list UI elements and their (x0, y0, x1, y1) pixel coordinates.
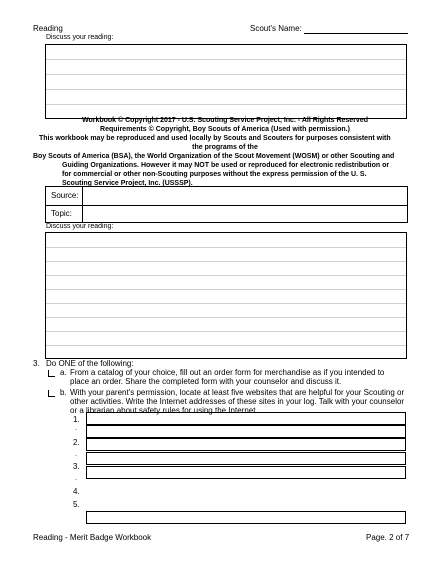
copyright-line-1: Workbook © Copyright 2017 - U.S. Scouting Service Project, Inc. - All Rights Reserved (81, 117, 368, 124)
checkbox-b[interactable] (48, 390, 55, 397)
footer-title: Reading - Merit Badge Workbook (33, 533, 152, 542)
header-reading: Reading (33, 24, 63, 33)
item-5-number: 5. (73, 500, 80, 509)
footer-page-number: Page. 2 of 7 (366, 533, 410, 542)
discuss-label-2: Discuss your reading: (46, 223, 114, 230)
option-a-letter: a. (60, 368, 67, 377)
source-topic-table (45, 186, 408, 223)
option-b-line-2: other activities. Write the Internet addresses of these sites in your log. Talk with your counselor (70, 397, 405, 406)
req3-number: 3. (33, 359, 40, 368)
option-b-line-3: or a librarian about safety rules for using the Internet. (70, 406, 258, 415)
website-2-field[interactable] (86, 438, 406, 451)
option-a-line-1: From a catalog of your choice, fill out an order form for merchandise as if you intended to (70, 368, 385, 377)
copyright-line-8: Scouting Service Project, Inc. (USSSP). (62, 180, 193, 187)
item-1-number: 1. (73, 415, 80, 424)
website-1b-field[interactable] (86, 425, 406, 438)
item-4-number: 4. (73, 487, 80, 496)
copyright-line-5: Boy Scouts of America (BSA), the World Organization of the Scout Movement (WOSM) or other Scouting and (33, 153, 395, 160)
item-1-dot: . (75, 425, 77, 432)
discussion-box-2[interactable] (45, 232, 407, 359)
option-b-letter: b. (60, 388, 67, 397)
copyright-line-6: Guiding Organizations. However it may NOT be used or reproduced for electronic redistribution or (62, 162, 390, 169)
topic-input[interactable] (83, 206, 407, 223)
item-3-number: 3. (73, 462, 80, 471)
req3-title: Do ONE of the following: (46, 359, 134, 368)
item-2-dot: . (75, 451, 77, 458)
website-1-field[interactable] (86, 412, 406, 425)
discuss-label-1: Discuss your reading: (46, 34, 114, 41)
item-3-dot: . (75, 475, 77, 482)
website-5-field[interactable] (86, 511, 406, 524)
source-label: Source: (51, 191, 79, 200)
discussion-box-1[interactable] (45, 44, 407, 119)
source-input[interactable] (83, 187, 407, 205)
website-2b-field[interactable] (86, 452, 406, 465)
copyright-line-2: Requirements © Copyright, Boy Scouts of America (Used with permission.) (100, 126, 350, 133)
item-2-number: 2. (73, 438, 80, 447)
checkbox-a[interactable] (48, 370, 55, 377)
scout-name-label: Scout's Name: (250, 24, 302, 33)
option-a-line-2: place an order. Share the completed form with your counselor and discuss it. (70, 377, 342, 386)
copyright-line-3: This workbook may be reproduced and used locally by Scouts and Scouters for purposes consistent with (39, 135, 391, 142)
scout-name-field[interactable] (304, 33, 408, 34)
option-b-line-1: With your parent's permission, locate at least five websites that are helpful for your Scouting or (70, 388, 405, 397)
website-3-field[interactable] (86, 466, 406, 479)
copyright-line-4: the programs of the (192, 144, 258, 151)
topic-label: Topic: (51, 209, 72, 218)
copyright-line-7: for commercial or other non-Scouting purposes without the express permission of the U. S. (62, 171, 367, 178)
